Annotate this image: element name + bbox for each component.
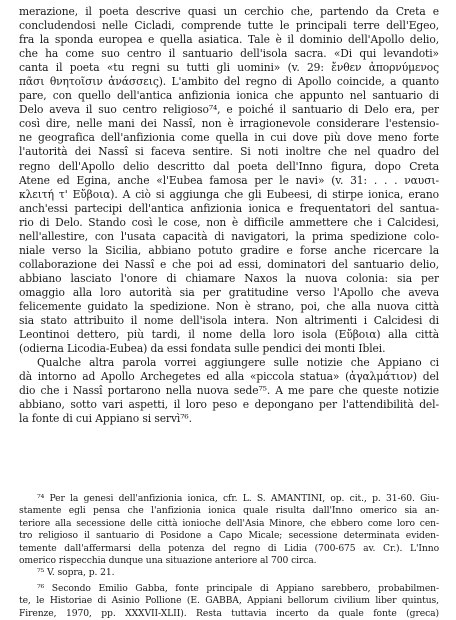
text-line: l'autorità dei Nassî si faceva sentire. Si noti inoltre che nel quadro del (19, 145, 439, 159)
footnote-line: stamente egli pensa che l'anfizionia ionica quale risulta dall'Inno omerico sia an- (19, 505, 439, 517)
text-line: la fonte di cui Appiano si servì⁷⁶. (19, 412, 192, 426)
text-line: abbiano lasciato l'onore di chiamare Naxos la nuova colonia: sia per (19, 271, 439, 285)
text-line: sia stato attribuito il nome dell'isola intera. Non altrimenti i Calcidesi di (19, 314, 439, 328)
footnote-line: te, le Historiae di Asinio Pollione (E. GABBA, Appiani bellorum civilium liber quintus, (19, 595, 439, 607)
footnote-74: ⁷⁴ Per la genesi dell'anfizionia ionica, cfr. L. S. AMANTINI, op. cit., p. 31-60. Giu- (37, 493, 439, 504)
footnote-75: ⁷⁵ V. sopra, p. 21. (37, 567, 115, 579)
text-line: (odierna Licodia-Eubea) da essi fondata sulle pendici dei monti Iblei. (19, 342, 386, 356)
text-line: ne geografica dell'anfizionia come quella in cui dove più dove meno forte (19, 131, 439, 145)
footnote-line: temente dall'affermarsi della potenza del regno di Lidia (700-675 av. Cr.). L'Inno (19, 542, 439, 554)
text-line: così dire, nelle mani dei Nassî, non è irragionevole considerare l'estensio- (19, 117, 439, 131)
text-line: pare, con quello dell'antica anfizionia ionica che appunto nel santuario di (19, 89, 439, 103)
footnote-line: tro religioso il santuario di Posidone a Capo Micale; secessione determinata eviden- (19, 530, 439, 542)
text-line: dà intorno ad Apollo Archegetes ed alla «piccola statua» (ἀγαλμάτιον) del (19, 370, 439, 384)
text-line: Atene ed Egina, anche «l'Eubea famosa per le navi» (v. 31: . . . ναυσι- (19, 173, 439, 187)
footnote-76: ⁷⁶ Secondo Emilio Gabba, fonte principale di Appiano sarebbero, probabilmen- (37, 582, 439, 594)
text-line: niale verso la Sicilia, abbiano potuto gradire e forse anche ricercare la (19, 243, 439, 257)
footnote-line: teriore alla secessione delle città ionioche dell'Asia Minore, che ebbero come loro cen- (19, 517, 439, 529)
text-line: felicemente guidato la spedizione. Non è strano, poi, che alla nuova città (19, 299, 439, 313)
text-line: rio di Delo. Stando così le cose, non è difficile ammettere che i Calcidesi, (19, 215, 439, 229)
text-line: che ha come suo centro il santuario dell'isola sacra. «Di qui levandoti» (19, 47, 439, 61)
text-line: regno dell'Apollo delio descritto dal poeta dell'Inno figura, dopo Creta (19, 159, 439, 173)
text-line: omaggio alla loro autorità sia per gratitudine verso l'Apollo che aveva (19, 285, 439, 299)
text-line: dio che i Nassî portarono nella nuova sede⁷⁵. A me pare che queste notizie (19, 384, 439, 398)
text-line: nell'allestire, con l'usata capacità di navigatori, la prima spedizione colo- (19, 229, 439, 243)
paragraph-start-line: Qualche altra parola vorrei aggiungere sulle notizie che Appiano ci (37, 356, 439, 370)
text-line: fra la sponda europea e quella asiatica. Tale è il dominio dell'Apollo delio, (19, 33, 439, 47)
text-line: canta il poeta «tu regni su tutti gli uomini» (v. 29: ἔνθεν ἀπορνύμενος (19, 61, 439, 75)
text-line: Leontinoi dettero, più tardi, il nome della loro isola (Εὔβοια) alla città (19, 328, 439, 342)
text-line: abbiano, sotto vari aspetti, il loro peso e depongano per l'attendibilità del- (19, 398, 439, 412)
text-line: anch'essi partecipi dell'antica anfizionia ionica e frequentatori del santua- (19, 201, 439, 215)
text-line: collaborazione dei Nassî e che poi ad essi, dominatori del santuario delio, (19, 257, 439, 271)
text-line: πᾶσι θνητοῖσιν ἀνάσσεις). L'ambito del regno di Apollo coincide, a quanto (19, 75, 439, 89)
body-text (19, 5, 439, 426)
footnote-line: Firenze, 1970, pp. XXXVII-XLII). Resta tuttavia incerto da quale fonte (greca) (19, 607, 439, 619)
text-line: merazione, il poeta descrive quasi un cerchio che, partendo da Creta e (19, 5, 439, 18)
text-line: κλειτή τ' Εὔβοια). A ciò si aggiunga che gli Eubeesi, di stirpe ionica, erano (19, 187, 439, 201)
footnote-line: omerico rispecchia dunque una situazione anteriore al 700 circa. (19, 554, 317, 566)
text-line: Delo aveva il suo centro religioso⁷⁴, e poiché il santuario di Delo era, per (19, 103, 439, 117)
text-line: concludendosi nelle Cicladi, comprende tutte le principali terre dell'Egeo, (19, 19, 439, 33)
footnotes (19, 493, 439, 620)
